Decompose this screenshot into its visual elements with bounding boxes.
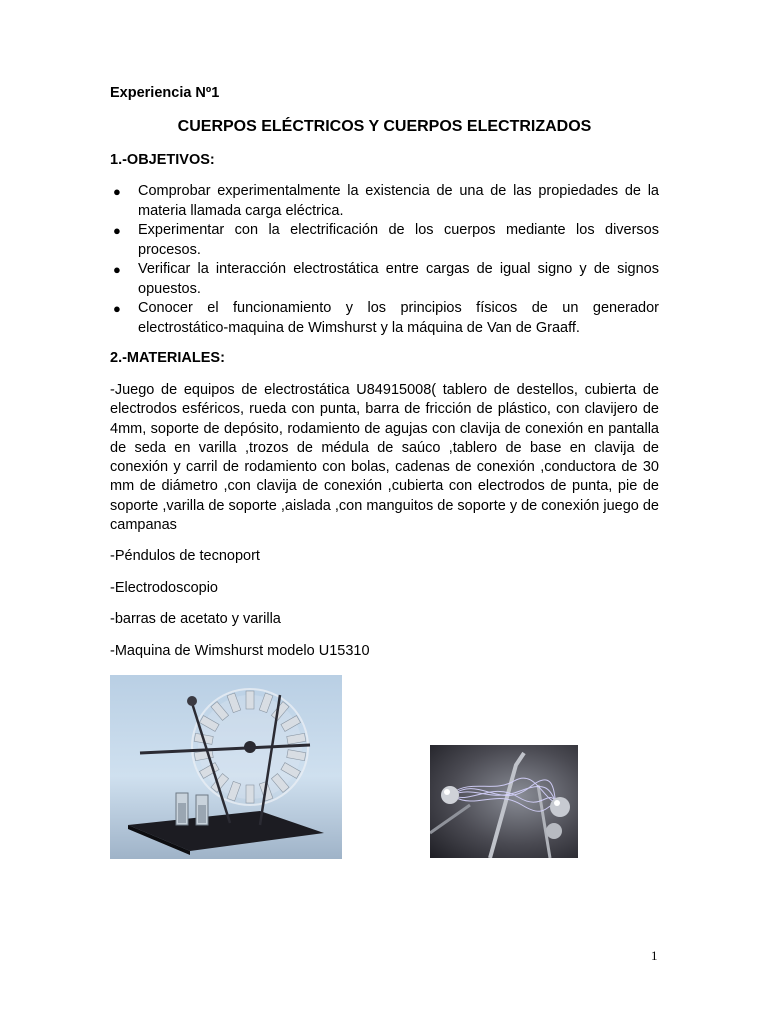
materials-paragraph: -Juego de equipos de electrostática U84915008( tablero de destellos, cubierta de electrodos esféricos, rueda con punta, barra de fricción de plástico, con clavijero de 4mm, soporte de depósito, rodamiento de agujas con clavija de conexión en pantalla de seda en varilla ,trozos de médula de saúco ,tablero de base en clavija de conexión y carril de rodamiento con bolas, cadenas de conexión ,conductora de 30 mm de diámetro ,con clavija de conexión ,cubierta con electrodos de punta, pie de soporte ,varilla de soporte ,aislada ,con manguitos de soporte y de conexión juego de campanas bbox=[110, 382, 659, 534]
objective-item: ● Verificar la interacción electrostática entre cargas de igual signo y de signos opuestos. bbox=[113, 261, 659, 297]
objective-item: ● Comprobar experimentalmente la existencia de una de las propiedades de la materia llamada carga eléctrica. bbox=[113, 183, 659, 219]
objective-item: ● Conocer el funcionamiento y los principios físicos de un generador electrostático-maquina de Wimshurst y la máquina de Van de Graaff. bbox=[113, 300, 659, 336]
material-item: -Péndulos de tecnoport bbox=[110, 548, 260, 564]
wimshurst-machine-photo bbox=[110, 675, 342, 859]
electrostatic-discharge-photo bbox=[430, 745, 578, 858]
material-item: -barras de acetato y varilla bbox=[110, 611, 281, 627]
page-number: 1 bbox=[651, 948, 658, 963]
material-item: -Maquina de Wimshurst modelo U15310 bbox=[110, 643, 370, 659]
bullet-icon: ● bbox=[113, 262, 121, 277]
objectives-heading: 1.-OBJETIVOS: bbox=[110, 152, 215, 168]
bullet-icon: ● bbox=[113, 301, 121, 316]
material-item: -Electrodoscopio bbox=[110, 580, 218, 596]
experience-label: Experiencia Nº1 bbox=[110, 85, 220, 101]
document-title: CUERPOS ELÉCTRICOS Y CUERPOS ELECTRIZADOS bbox=[177, 118, 592, 135]
objectives-list bbox=[110, 182, 659, 338]
bullet-icon: ● bbox=[113, 184, 121, 199]
materials-heading: 2.-MATERIALES: bbox=[110, 350, 225, 366]
objective-item: ● Experimentar con la electrificación de los cuerpos mediante los diversos procesos. bbox=[113, 222, 659, 258]
bullet-icon: ● bbox=[113, 223, 121, 238]
